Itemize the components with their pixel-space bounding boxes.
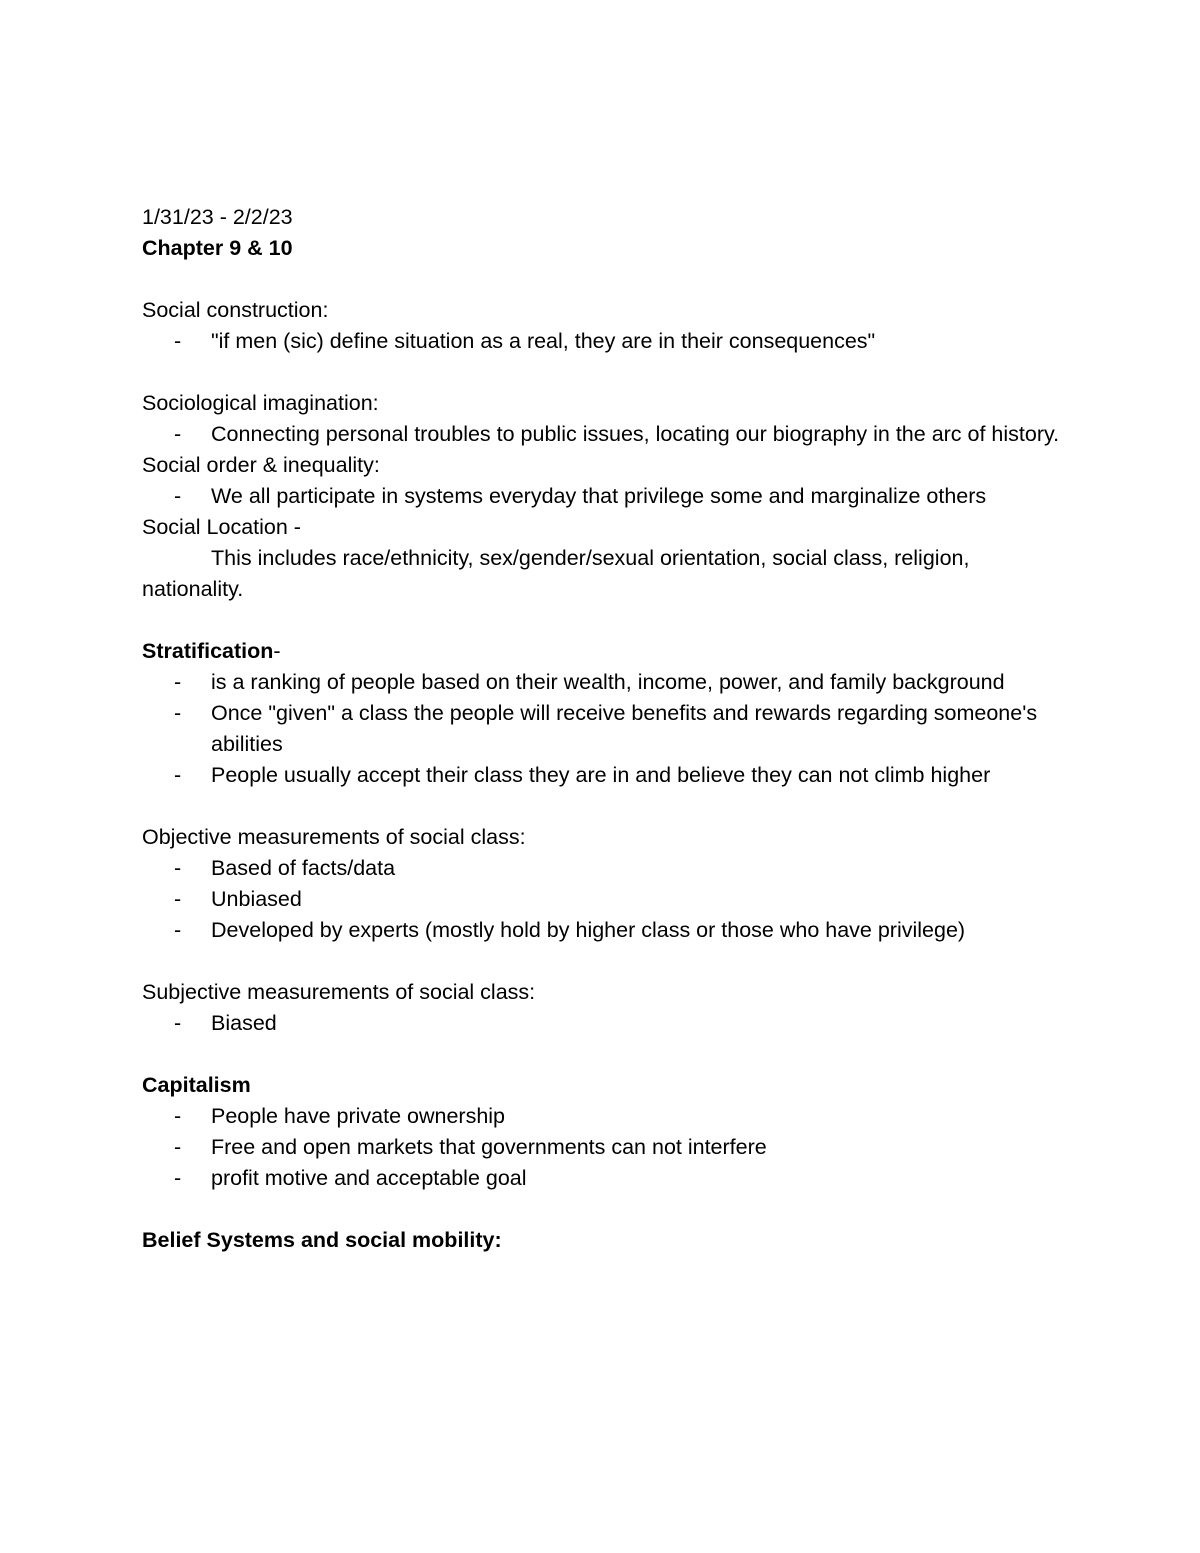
bullet-item	[142, 853, 1062, 884]
section-heading-capitalism: Capitalism	[142, 1073, 251, 1097]
section-heading-belief-systems: Belief Systems and social mobility:	[142, 1228, 502, 1252]
section-heading-subjective: Subjective measurements of social class:	[142, 980, 536, 1004]
bullet-dash: -	[174, 856, 182, 880]
section-heading-sociological-imagination: Sociological imagination:	[142, 391, 379, 415]
spacer	[142, 1194, 1062, 1225]
bullet-text: People usually accept their class they are in and believe they can not climb higher	[211, 763, 991, 787]
bullet-dash: -	[174, 1011, 182, 1035]
bullet-dash: -	[174, 918, 182, 942]
bullet-dash: -	[174, 1104, 182, 1128]
bullet-dash: -	[174, 1166, 182, 1190]
bullet-text: is a ranking of people based on their wealth, income, power, and family background	[211, 670, 1005, 694]
bullet-item	[142, 760, 1062, 791]
bullet-item	[142, 326, 1062, 357]
section-heading-social-construction: Social construction:	[142, 298, 329, 322]
bullet-text: "if men (sic) define situation as a real, they are in their consequences"	[211, 329, 876, 353]
bullet-dash: -	[174, 670, 182, 694]
bullet-dash: -	[174, 1135, 182, 1159]
bullet-text: We all participate in systems everyday that privilege some and marginalize others	[211, 484, 987, 508]
bullet-item	[142, 1132, 1062, 1163]
bullet-item	[142, 1101, 1062, 1132]
bullet-item	[142, 698, 1062, 760]
bullet-text: People have private ownership	[211, 1104, 506, 1128]
bullet-text: Once "given" a class the people will receive benefits and rewards regarding someone's abilities	[211, 701, 1038, 756]
bullet-text: Unbiased	[211, 887, 302, 911]
bullet-dash: -	[174, 701, 182, 725]
document-body	[142, 202, 1062, 1256]
bullet-dash: -	[174, 422, 182, 446]
bullet-text: profit motive and acceptable goal	[211, 1166, 527, 1190]
bullet-text: Biased	[211, 1011, 277, 1035]
bullet-item	[142, 481, 1062, 512]
section-heading-objective: Objective measurements of social class:	[142, 825, 526, 849]
spacer	[142, 264, 1062, 295]
section-heading-social-order: Social order & inequality:	[142, 453, 380, 477]
bullet-text: Free and open markets that governments can not interfere	[211, 1135, 767, 1159]
spacer	[142, 1039, 1062, 1070]
stratification-heading-text: Stratification	[142, 639, 274, 663]
bullet-item	[142, 1163, 1062, 1194]
bullet-text: Based of facts/data	[211, 856, 396, 880]
spacer	[142, 357, 1062, 388]
stratification-heading-suffix: -	[273, 639, 281, 663]
bullet-item	[142, 1008, 1062, 1039]
spacer	[142, 791, 1062, 822]
bullet-item	[142, 419, 1062, 450]
bullet-dash: -	[174, 763, 182, 787]
bullet-text: Developed by experts (mostly hold by higher class or those who have privilege)	[211, 918, 966, 942]
bullet-dash: -	[174, 887, 182, 911]
bullet-dash: -	[174, 484, 182, 508]
spacer	[142, 946, 1062, 977]
bullet-text: Connecting personal troubles to public issues, locating our biography in the arc of history.	[211, 422, 1060, 446]
bullet-item	[142, 884, 1062, 915]
chapter-title: Chapter 9 & 10	[142, 236, 293, 260]
section-heading-social-location: Social Location -	[142, 515, 301, 539]
section-heading-stratification	[142, 636, 1062, 667]
bullet-item	[142, 667, 1062, 698]
date-range: 1/31/23 - 2/2/23	[142, 205, 293, 229]
bullet-dash: -	[174, 329, 182, 353]
spacer	[142, 605, 1062, 636]
social-location-paragraph: This includes race/ethnicity, sex/gender/sexual orientation, social class, religion, nationality.	[142, 546, 970, 601]
bullet-item	[142, 915, 1062, 946]
